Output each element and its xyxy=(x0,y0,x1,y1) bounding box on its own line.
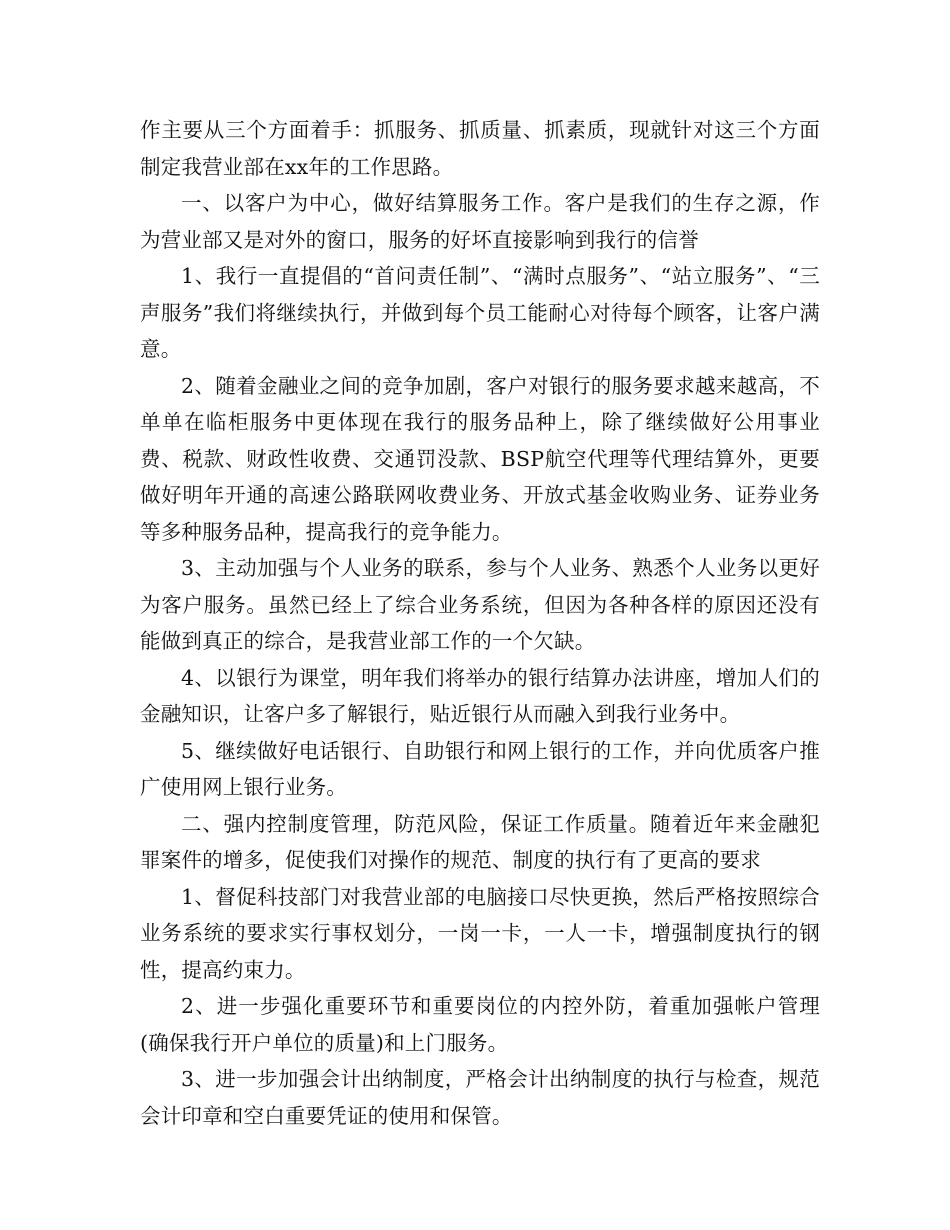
paragraph-2-1: 1、督促科技部门对我营业部的电脑接口尽快更换，然后严格按照综合业务系统的要求实行事权划分，一岗一卡，一人一卡，增强制度执行的钢性，提高约束力。 xyxy=(140,884,820,982)
document-body xyxy=(140,112,820,1134)
section-heading-2: 二、强内控制度管理，防范风险，保证工作质量。随着近年来金融犯罪案件的增多，促使我们对操作的规范、制度的执行有了更高的要求 xyxy=(140,811,820,872)
paragraph-1-5: 5、继续做好电话银行、自助银行和网上银行的工作，并向优质客户推广使用网上银行业务。 xyxy=(140,738,820,799)
paragraph-2-3: 3、进一步加强会计出纳制度，严格会计出纳制度的执行与检查，规范会计印章和空白重要凭证的使用和保管。 xyxy=(140,1067,820,1128)
section-heading-1: 一、以客户为中心，做好结算服务工作。客户是我们的生存之源，作为营业部又是对外的窗口，服务的好坏直接影响到我行的信誉 xyxy=(140,191,820,252)
paragraph-1-3: 3、主动加强与个人业务的联系，参与个人业务、熟悉个人业务以更好为客户服务。虽然已经上了综合业务系统，但因为各种各样的原因还没有能做到真正的综合，是我营业部工作的一个欠缺。 xyxy=(140,556,820,653)
paragraph-continuation: 作主要从三个方面着手：抓服务、抓质量、抓素质，现就针对这三个方面制定我营业部在xx年的工作思路。 xyxy=(140,118,820,179)
paragraph-1-2: 2、随着金融业之间的竞争加剧，客户对银行的服务要求越来越高，不单单在临柜服务中更体现在我行的服务品种上，除了继续做好公用事业费、税款、财政性收费、交通罚没款、BSP航空代理等代理结算外，更要做好明年开通的高速公路联网收费业务、开放式基金收购业务、证券业务等多种服务品种，提高我行的竞争能力。 xyxy=(140,373,820,544)
paragraph-1-1: 1、我行一直提倡的“首问责任制”、“满时点服务”、“站立服务”、“三声服务”我们将继续执行，并做到每个员工能耐心对待每个顾客，让客户满意。 xyxy=(140,264,820,361)
paragraph-1-4: 4、以银行为课堂，明年我们将举办的银行结算办法讲座，增加人们的金融知识，让客户多了解银行，贴近银行从而融入到我行业务中。 xyxy=(140,665,820,726)
paragraph-2-2: 2、进一步强化重要环节和重要岗位的内控外防，着重加强帐户管理(确保我行开户单位的质量)和上门服务。 xyxy=(140,994,820,1055)
